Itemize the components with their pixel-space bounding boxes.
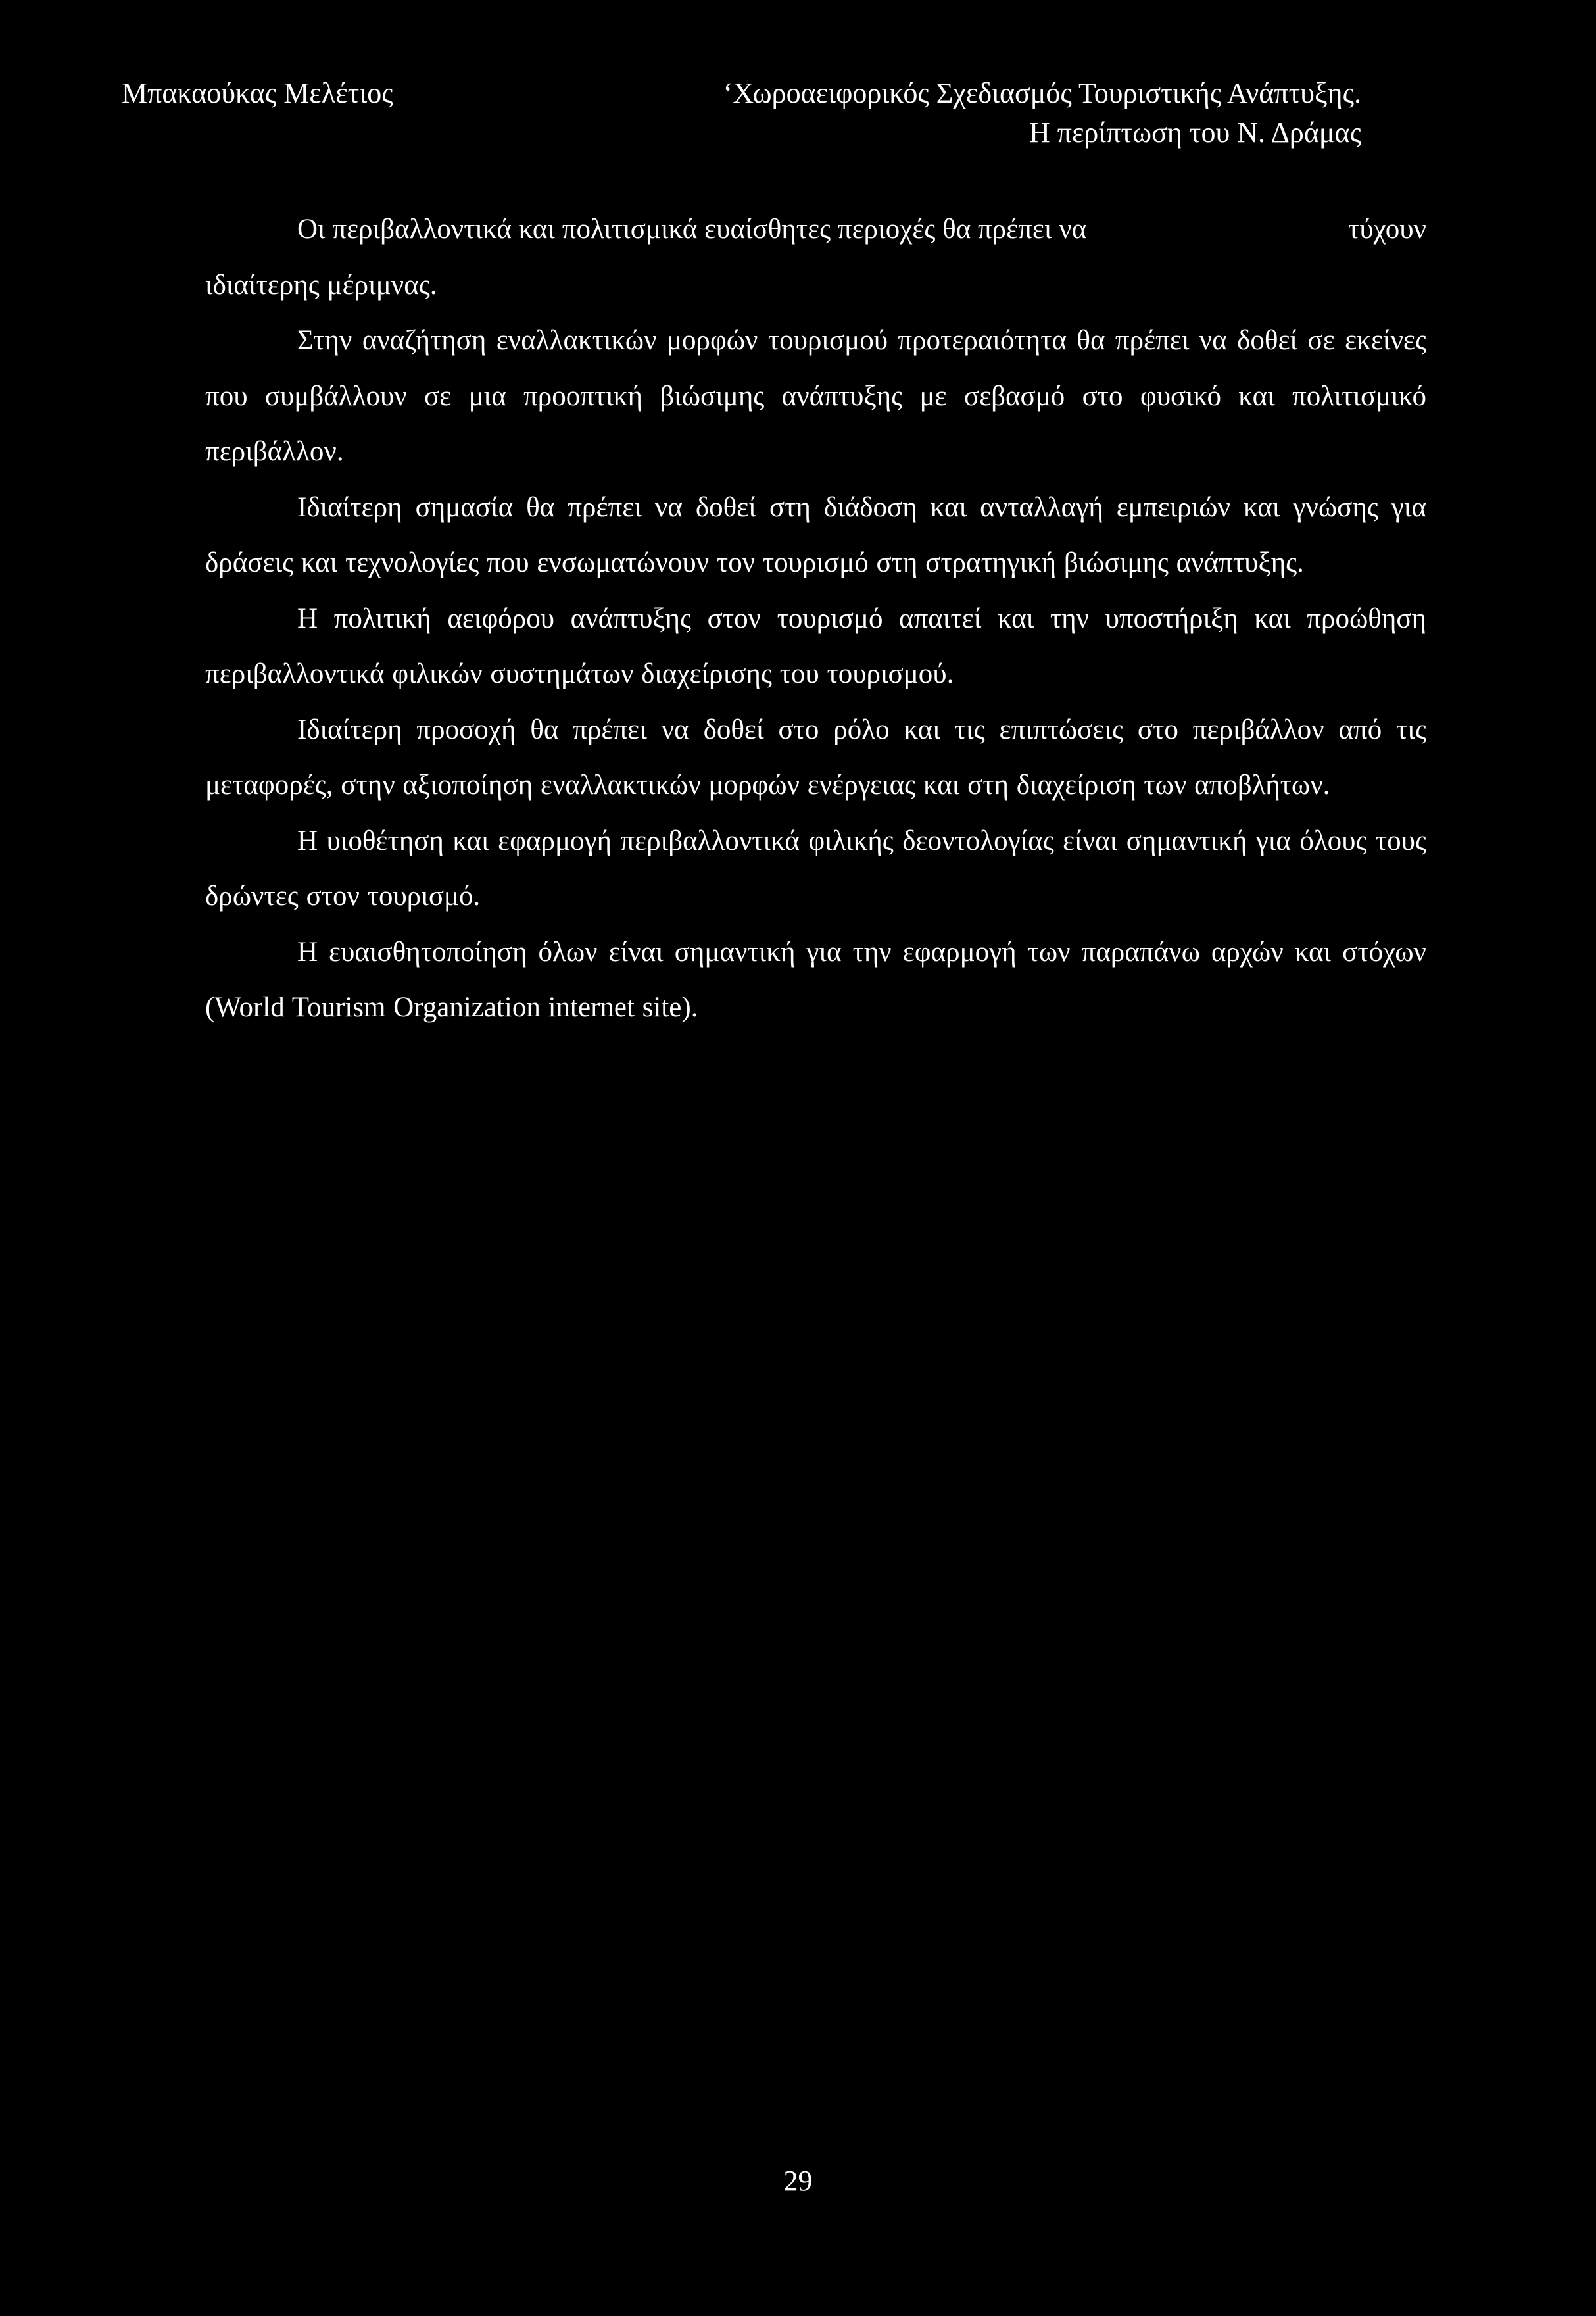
paragraph-1-part2: τύχουν <box>1348 214 1426 245</box>
header-title-line2: Η περίπτωση του Ν. Δράμας <box>1028 116 1361 149</box>
header-author: Μπακαούκας Μελέτιος <box>122 77 393 109</box>
header-title-line1: ‘Χωροαειφορικός Σχεδιασμός Τουριστικής Ανάπτυξης. <box>723 77 1361 109</box>
paragraph-2: Στην αναζήτηση εναλλακτικών μορφών τουρισμού προτεραιότητα θα πρέπει να δοθεί σε εκείνες που συμβάλλουν σε μια προοπτική βιώσιμης ανάπτυξης με σεβασμό στο φυσικό και πολιτισμικό περιβάλλον. <box>205 325 1426 467</box>
paragraph-1-part1: Οι περιβαλλοντικά και πολιτισμικά ευαίσθητες περιοχές θα πρέπει να <box>297 214 1087 245</box>
paragraph-3: Ιδιαίτερη σημασία θα πρέπει να δοθεί στη διάδοση και ανταλλαγή εμπειριών και γνώσης για δράσεις και τεχνολογίες που ενσωματώνουν τον τουρισμό στη στρατηγική βιώσιμης ανάπτυξης. <box>205 491 1426 578</box>
document-body <box>205 202 1426 1036</box>
paragraph-4: Η πολιτική αειφόρου ανάπτυξης στον τουρισμό απαιτεί και την υποστήριξη και προώθηση περιβαλλοντικά φιλικών συστημάτων διαχείρισης του τουρισμού. <box>205 603 1426 689</box>
paragraph-1-continuation: ιδιαίτερης μέριμνας. <box>205 269 437 301</box>
paragraph-6: Η υιοθέτηση και εφαρμογή περιβαλλοντικά φιλικής δεοντολογίας είναι σημαντική για όλους τους δρώντες στον τουρισμό. <box>205 825 1426 912</box>
paragraph-5: Ιδιαίτερη προσοχή θα πρέπει να δοθεί στο ρόλο και τις επιπτώσεις στο περιβάλλον από τις μεταφορές, στην αξιοποίηση εναλλακτικών μορφών ενέργειας και στη διαχείριση των αποβλήτων. <box>205 714 1426 801</box>
page-number: 29 <box>783 2165 813 2197</box>
paragraph-7: Η ευαισθητοποίηση όλων είναι σημαντική για την εφαρμογή των παραπάνω αρχών και στόχων (World Tourism Organization internet site). <box>205 936 1426 1023</box>
paragraph-1-first-line <box>205 202 1426 258</box>
header-title <box>625 74 1361 153</box>
